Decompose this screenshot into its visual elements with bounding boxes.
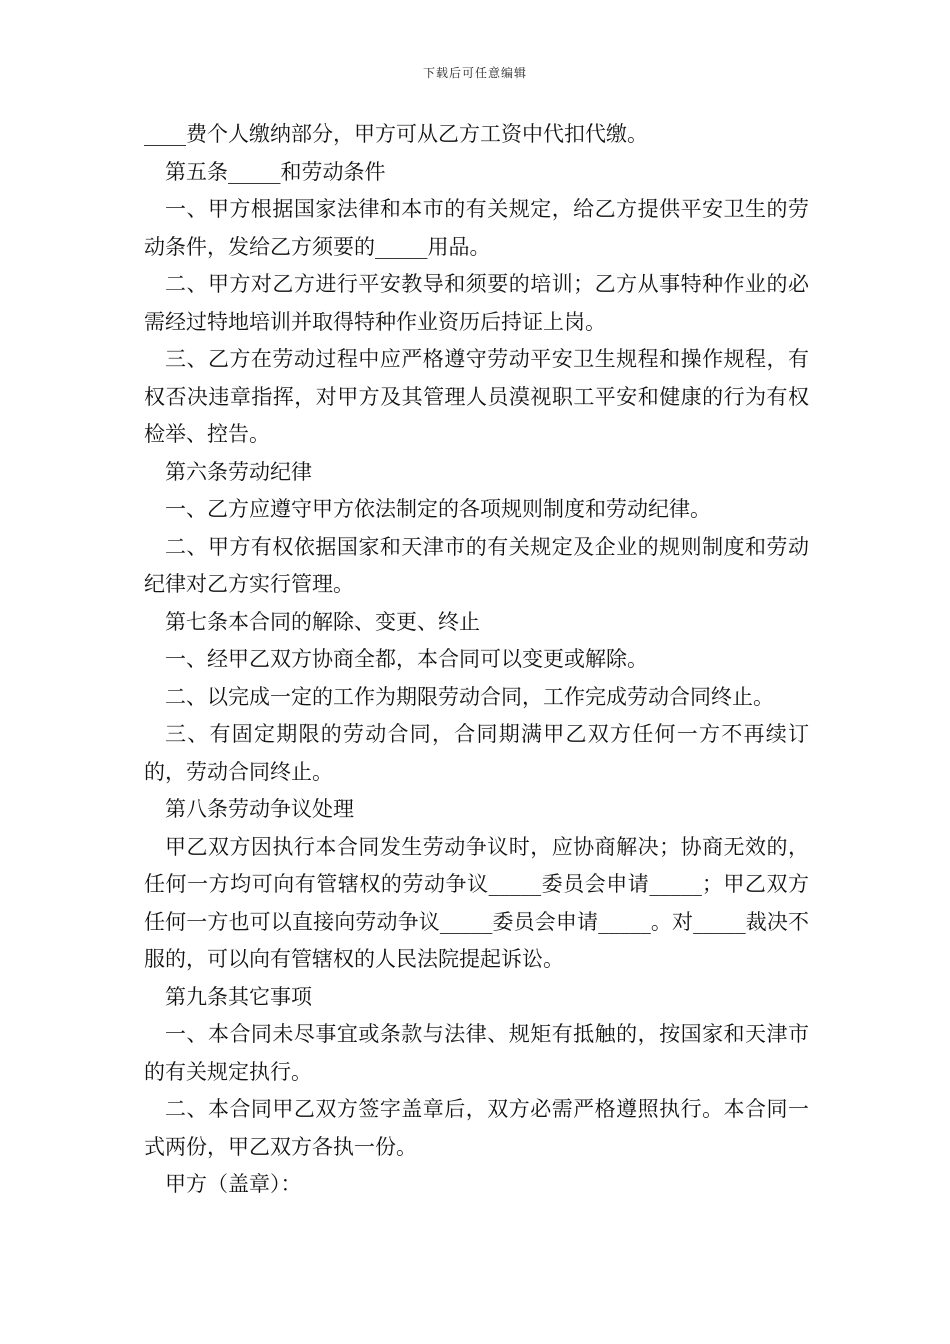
article-5-clause-1: 一、甲方根据国家法律和本市的有关规定，给乙方提供平安卫生的劳动条件，发给乙方须要的_____用品。 [144,197,809,259]
article-7-clause-2: 二、以完成一定的工作为期限劳动合同，工作完成劳动合同终止。 [165,684,774,709]
article-7-clause-1: 一、经甲乙双方协商全都，本合同可以变更或解除。 [165,647,648,671]
article-9-clause-2: 二、本合同甲乙双方签字盖章后，双方必需严格遵照执行。本合同一式两份，甲乙双方各执一份。 [144,1097,809,1159]
article-7-clause-3: 三、有固定期限的劳动合同，合同期满甲乙双方任何一方不再续订的，劳动合同终止。 [144,722,809,784]
article-7-heading: 第七条本合同的解除、变更、终止 [165,609,480,634]
party-a-seal-label: 甲方（盖章）： [165,1172,302,1196]
article-6-heading: 第六条劳动纪律 [165,459,312,484]
article-5-heading: 第五条_____和劳动条件 [165,159,386,184]
article-9-clause-1: 一、本合同未尽事宜或条款与法律、规矩有抵触的，按国家和天津市的有关规定执行。 [144,1022,809,1084]
header-note: 下载后可任意编辑 [422,66,527,80]
document-body [144,116,809,1204]
article-5-clause-2: 二、甲方对乙方进行平安教导和须要的培训；乙方从事特种作业的必需经过特地培训并取得特种作业资历后持证上岗。 [144,272,809,334]
article-8-heading: 第八条劳动争议处理 [165,797,354,821]
article-6-clause-2: 二、甲方有权依据国家和天津市的有关规定及企业的规则制度和劳动纪律对乙方实行管理。 [144,534,809,596]
article-8-clause: 甲乙双方因执行本合同发生劳动争议时，应协商解决；协商无效的，任何一方均可向有管辖权的劳动争议_____委员会申请_____；甲乙双方任何一方也可以直接向劳动争议_____委员会申请_____。对_____裁决不服的，可以向有管辖权的人民法院提起诉讼。 [144,834,809,971]
article-5-clause-3: 三、乙方在劳动过程中应严格遵守劳动平安卫生规程和操作规程，有权否决违章指挥，对甲方及其管理人员漠视职工平安和健康的行为有权检举、控告。 [144,347,809,446]
article-9-heading: 第九条其它事项 [165,984,312,1009]
paragraph-insurance-deduction: ____费个人缴纳部分，甲方可从乙方工资中代扣代缴。 [144,122,648,146]
article-6-clause-1: 一、乙方应遵守甲方依法制定的各项规则制度和劳动纪律。 [165,497,711,521]
